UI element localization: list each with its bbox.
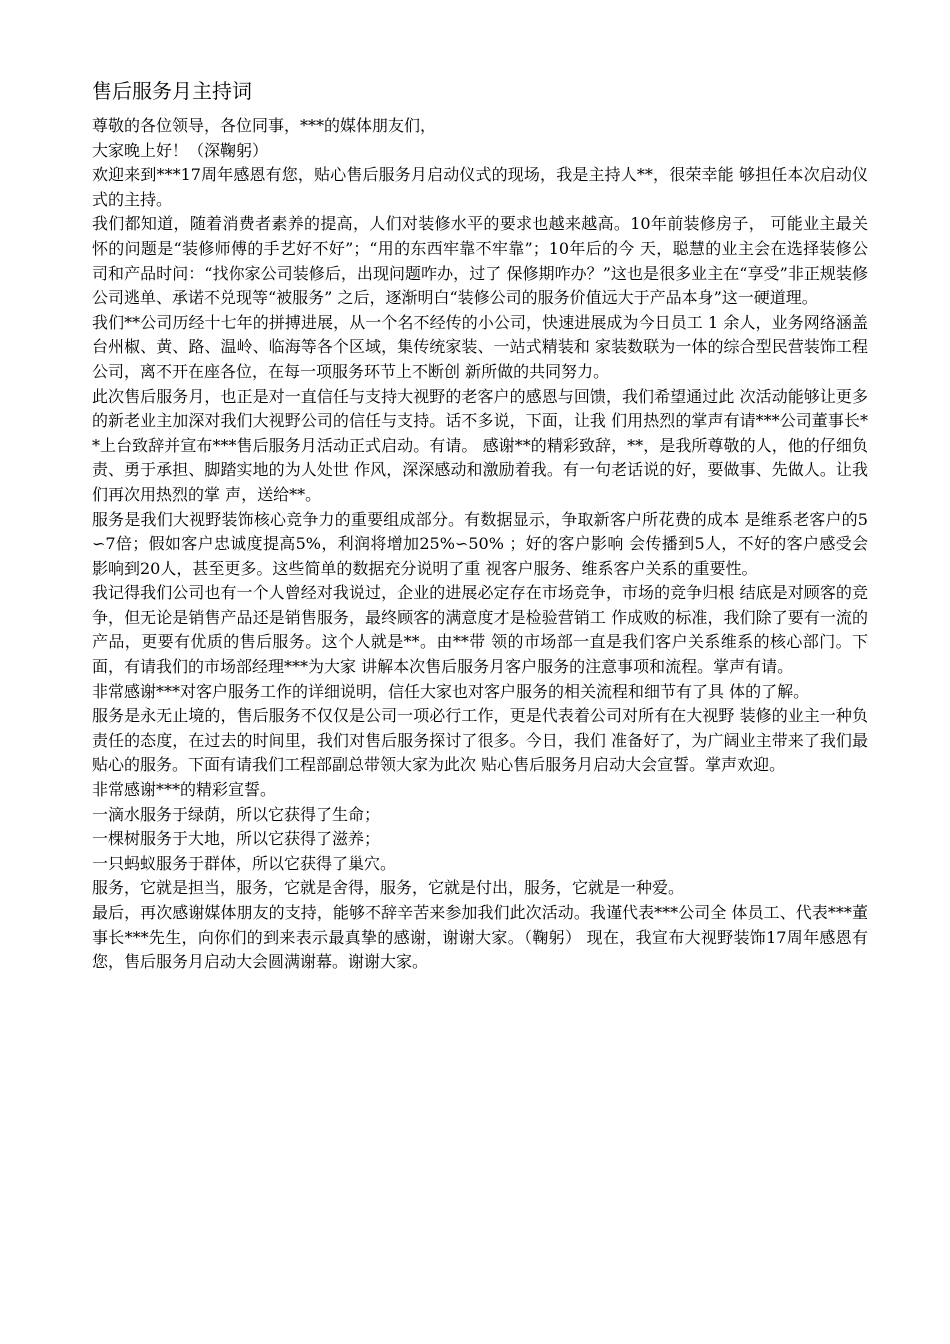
paragraph-service-meaning: 服务，它就是担当，服务，它就是舍得，服务，它就是付出，服务，它就是一种爱。 xyxy=(92,878,685,898)
paragraph-greeting: 尊敬的各位领导，各位同事，***的媒体朋友们， xyxy=(92,116,437,135)
paragraph-market-department: 我记得我们公司也有一个人曾经对我说过，企业的进展必定存在市场竞争，市场的竞争归根 结底是对顾客的竞争，但无论是销售产品还是销售服务，最终顾客的满意度才是检验营销工 作成败的标准，我们除了要有一流的产品，更要有优质的售后服务。这个人就是**。由**带 领的市场部一直是我们客户关系维系的核心部门。下面，有请我们的市场部经理***为大家 讲解本次售后服务月客户服务的注意事项和流程。掌声有请。 xyxy=(92,583,868,677)
paragraph-closing: 最后，再次感谢媒体朋友的支持，能够不辞辛苦来参加我们此次活动。我谨代表***公司全 体员工、代表***董事长***先生，向你们的到来表示最真挚的感谢，谢谢大家。（鞠躬） 现在，我宣布大视野装饰17周年感恩有您，售后服务月启动大会圆满谢幕。谢谢大家。 xyxy=(92,903,868,972)
paragraph-industry-context: 我们都知道，随着消费者素养的提高，人们对装修水平的要求也越来越高。10年前装修房子， 可能业主最关怀的问题是“装修师傅的手艺好不好”；“用的东西牢靠不牢靠”；10年后的今 天，聪慧的业主会在选择装修公司和产品时问：“找你家公司装修后，出现问题咋办，过了 保修期咋办？”这也是很多业主在“享受”非正规装修公司逃单、承诺不兑现等“被服务” 之后，逐渐明白“装修公司的服务价值远大于产品本身”这一硬道理。 xyxy=(92,214,868,308)
paragraph-good-evening: 大家晚上好！（深鞠躬） xyxy=(92,140,269,160)
paragraph-verse-tree: 一棵树服务于大地，所以它获得了滋养； xyxy=(92,829,381,849)
paragraph-verse-water: 一滴水服务于绿荫，所以它获得了生命； xyxy=(92,804,381,824)
paragraph-service-commitment: 服务是永无止境的，售后服务不仅仅是公司一项必行工作，更是代表着公司对所有在大视野 装修的业主一种负责任的态度，在过去的时间里，我们对售后服务探讨了很多。今日，我们 准备好了，为广阔业主带来了我们最贴心的服务。下面有请我们工程部副总带领大家为此次 贴心售后服务月启动大会宣誓。掌声欢迎。 xyxy=(92,706,868,775)
paragraph-welcome: 欢迎来到***17周年感恩有您，贴心售后服务月启动仪式的现场，我是主持人**，很荣幸能 够担任本次启动仪式的主持。 xyxy=(92,165,868,209)
paragraph-company-history: 我们**公司历经十七年的拼搏进展，从一个名不经传的小公司，快速进展成为今日员工 1 余人，业务网络涵盖台州椒、黄、路、温岭、临海等各个区域，集传统家装、一站式精装和 家装数联为一体的综合型民营装饰工程公司，离不开在座各位，在每一项服务环节上不断创 新所做的共同努力。 xyxy=(92,312,868,381)
paragraph-thanks-explanation: 非常感谢***对客户服务工作的详细说明，信任大家也对客户服务的相关流程和细节有了具 体的了解。 xyxy=(92,681,810,701)
document-body xyxy=(92,114,868,975)
paragraph-service-data: 服务是我们大视野装饰核心竞争力的重要组成部分。有数据显示，争取新客户所花费的成本 是维系老客户的5∽7倍；假如客户忠诚度提高5%，利润将增加25%∽50% ；好的客户影响 会传播到5人，不好的客户感受会影响到20人，甚至更多。这些简单的数据充分说明了重 视客户服务、维系客户关系的重要性。 xyxy=(92,509,868,578)
paragraph-verse-ant: 一只蚂蚁服务于群体，所以它获得了巢穴。 xyxy=(92,853,397,873)
paragraph-service-month: 此次售后服务月，也正是对一直信任与支持大视野的老客户的感恩与回馈，我们希望通过此 次活动能够让更多的新老业主加深对我们大视野公司的信任与支持。话不多说，下面，让我 们用热烈的掌声有请***公司董事长**上台致辞并宣布***售后服务月活动正式启动。有请。 感谢**的精彩致辞，**，是我所尊敬的人，他的仔细负责、勇于承担、脚踏实地的为人处世 作风，深深感动和激励着我。有一句老话说的好，要做事、先做人。让我们再次用热烈的掌 声，送给**。 xyxy=(92,386,868,504)
paragraph-thanks-oath: 非常感谢***的精彩宣誓。 xyxy=(92,780,277,800)
document-page xyxy=(92,76,868,975)
document-title: 售后服务月主持词 xyxy=(92,79,252,103)
